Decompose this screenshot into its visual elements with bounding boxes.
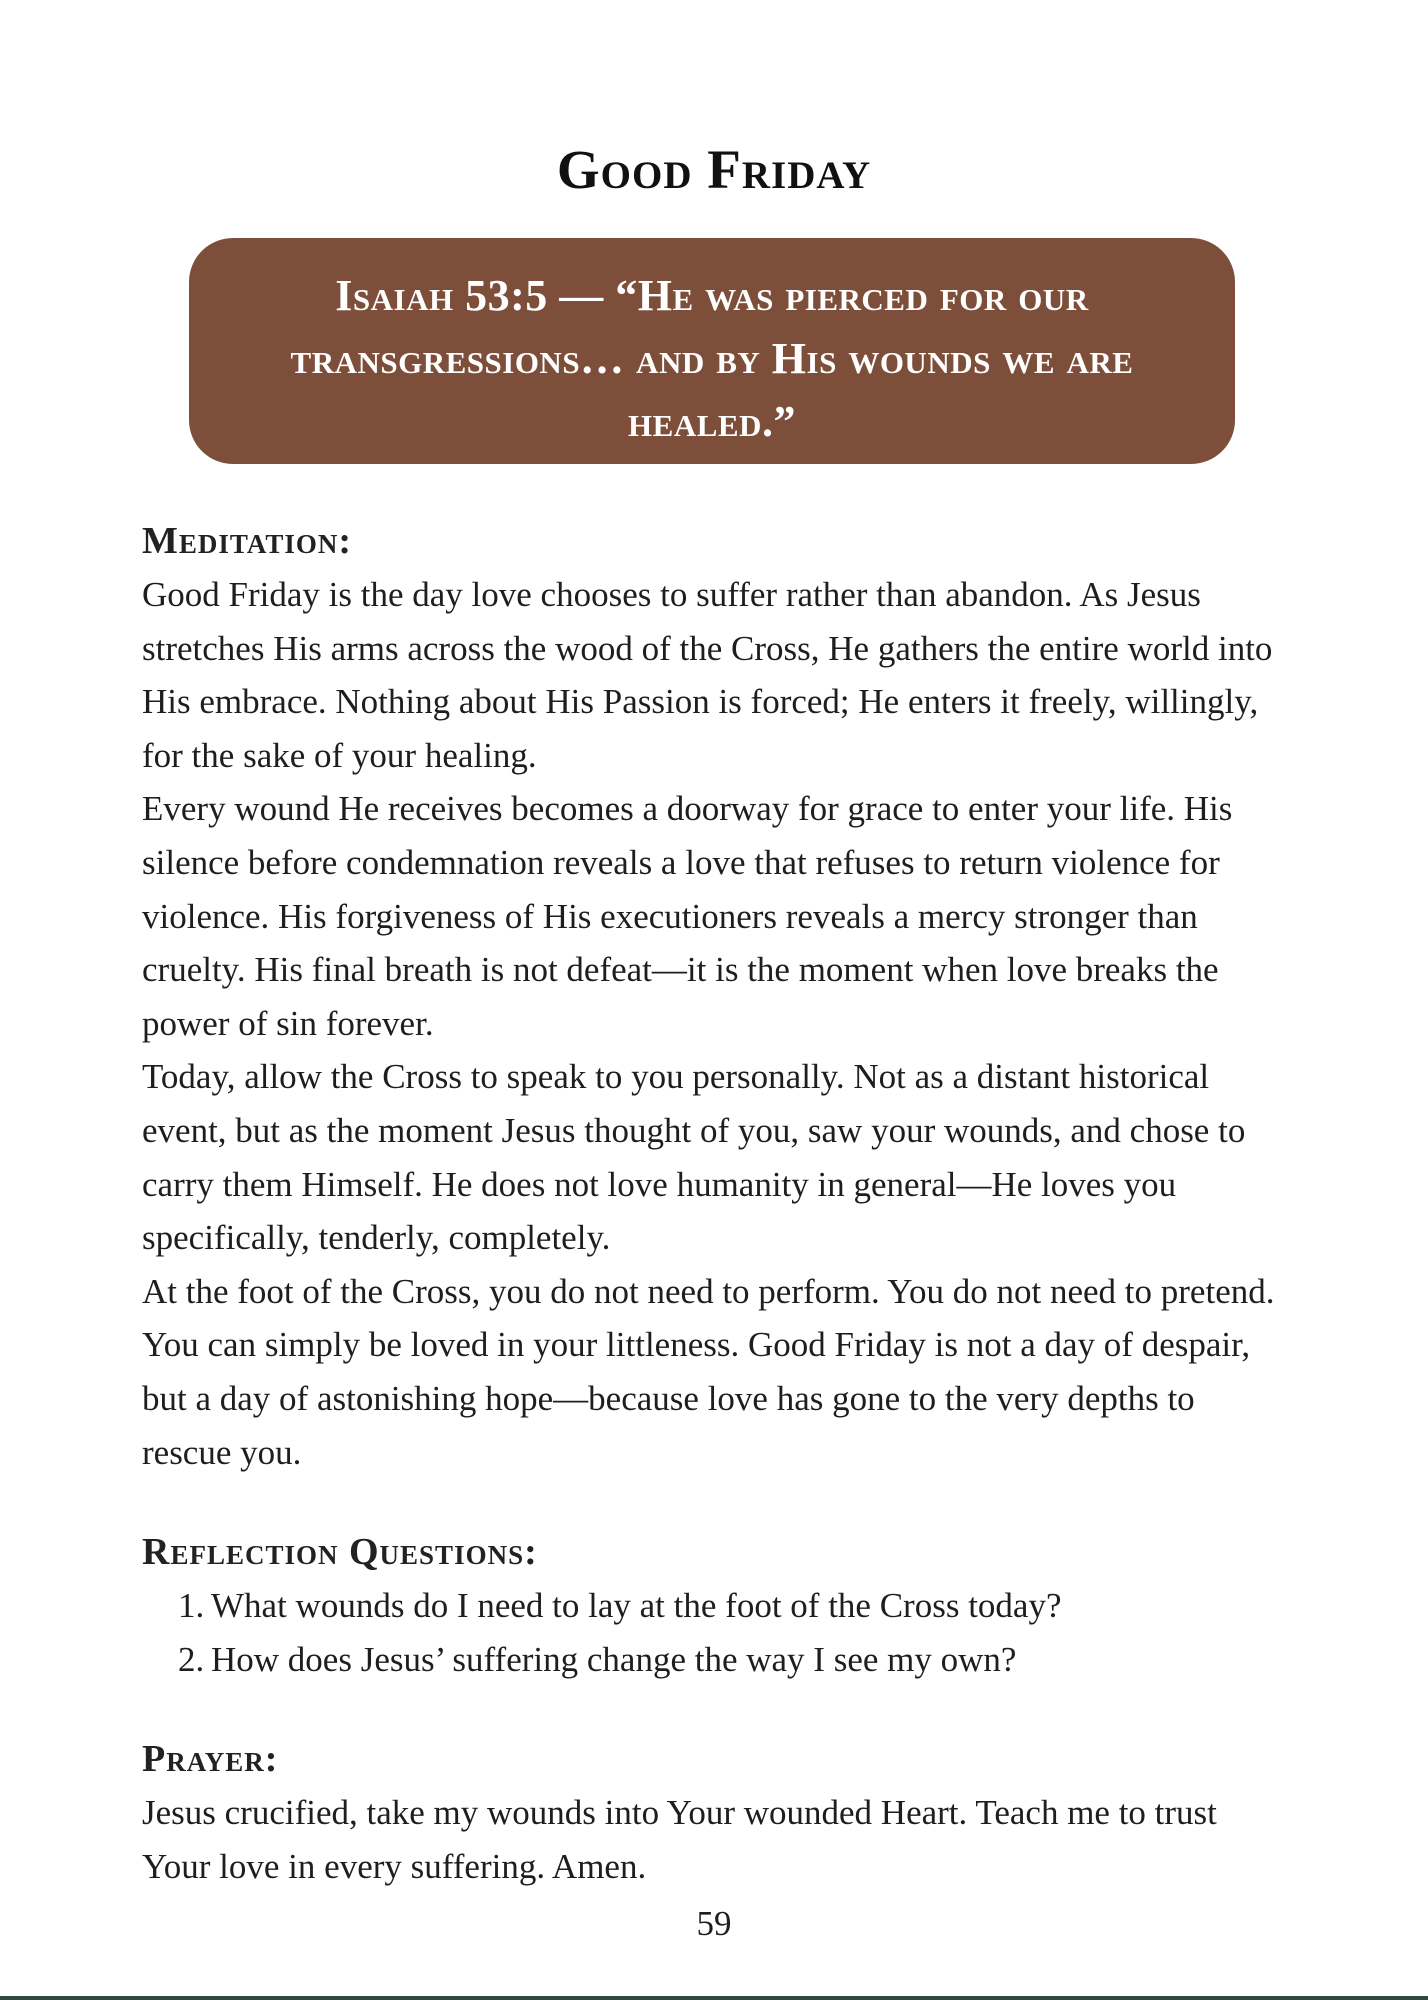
meditation-paragraph: Every wound He receives becomes a doorway for grace to enter your life. His silence before condemnation reveals a love that refuses to return violence for violence. His forgiveness of His executioners reveals a mercy stronger than cruelty. His final breath is not defeat—it is the moment when love breaks the power of sin forever.	[142, 789, 1233, 1043]
page-number: 59	[696, 1904, 732, 1943]
prayer-heading: Prayer:	[142, 1738, 279, 1781]
reflection-heading: Reflection Questions:	[142, 1531, 538, 1574]
reflection-question	[178, 1579, 1292, 1633]
meditation-paragraph: Today, allow the Cross to speak to you personally. Not as a distant historical event, but as the moment Jesus thought of you, saw your wounds, and chose to carry them Himself. He does not love humanity in general—He loves you specifically, tenderly, completely.	[142, 1057, 1246, 1258]
section-spacer	[142, 1686, 1292, 1732]
meditation-paragraph: Good Friday is the day love chooses to suffer rather than abandon. As Jesus stretches His arms across the wood of the Cross, He gathers the entire world into His embrace. Nothing about His Passion is forced; He enters it freely, willingly, for the sake of your healing.	[142, 575, 1273, 775]
question-text: How does Jesus’ suffering change the way I see my own?	[211, 1639, 1017, 1679]
reflection-question-list	[142, 1579, 1292, 1686]
section-spacer	[142, 1479, 1292, 1525]
reflection-question	[178, 1633, 1292, 1687]
question-number: 1.	[178, 1586, 205, 1626]
question-text: What wounds do I need to lay at the foot of the Cross today?	[211, 1586, 1062, 1626]
bottom-border	[0, 1996, 1428, 2000]
scripture-verse-box	[189, 238, 1235, 464]
meditation-paragraph: At the foot of the Cross, you do not need to perform. You do not need to pretend. You can simply be loved in your littleness. Good Friday is not a day of despair, but a day of astonishing hope—because love has gone to the very depths to rescue you.	[142, 1271, 1275, 1472]
page-content	[142, 514, 1292, 1893]
prayer-text: Jesus crucified, take my wounds into Your wounded Heart. Teach me to trust Your love in every suffering. Amen.	[142, 1793, 1217, 1886]
question-number: 2.	[178, 1639, 205, 1679]
scripture-verse-text: Isaiah 53:5 — “He was pierced for our transgressions… and by His wounds we are healed.”	[290, 270, 1134, 446]
page-title: Good Friday	[556, 139, 872, 200]
meditation-heading: Meditation:	[142, 520, 353, 562]
